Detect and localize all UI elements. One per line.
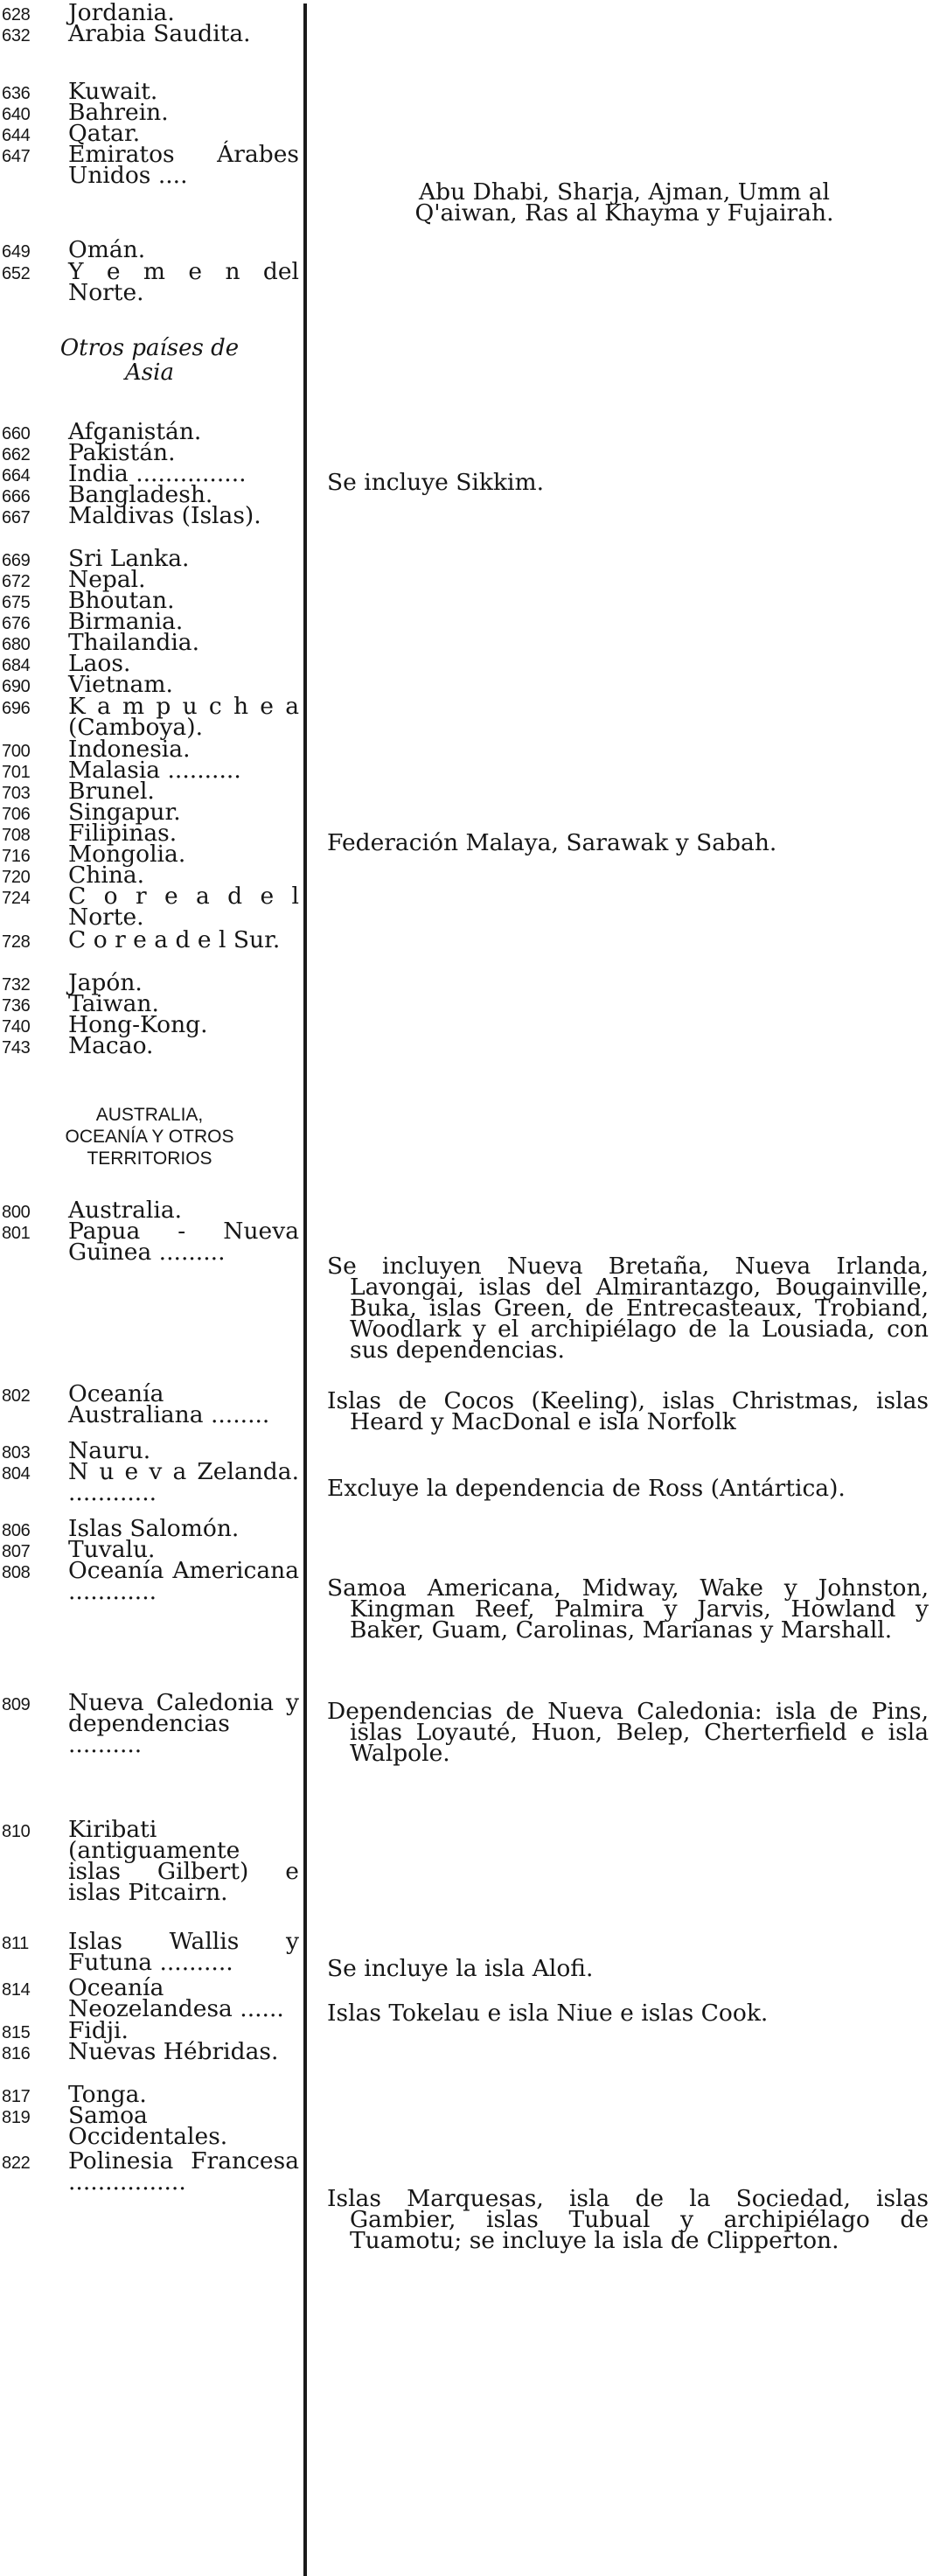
country-name: Oceanía Neozelandesa ......: [68, 1974, 284, 2022]
country-name: Indonesia.: [68, 736, 191, 763]
list-item: [2, 1689, 299, 1758]
country-name: Tonga.: [68, 2081, 147, 2108]
country-code: 701: [2, 763, 31, 782]
country-code: 740: [2, 1017, 31, 1037]
country-name: Emiratos Árabes Unidos ....: [68, 141, 299, 189]
country-name: C o r e a d e l Sur.: [68, 926, 281, 953]
country-code: 806: [2, 1521, 31, 1540]
country-name: Oceanía Australiana ........: [68, 1380, 270, 1428]
country-code: 703: [2, 784, 31, 803]
country-code: 666: [2, 487, 31, 506]
list-item: [2, 20, 299, 47]
list-item: [2, 545, 299, 572]
country-name: Nueva Caledonia y dependencias ..........: [68, 1689, 299, 1758]
country-code: 632: [2, 26, 31, 45]
country-name: Australia.: [68, 1197, 183, 1224]
country-code: 809: [2, 1695, 31, 1714]
section-heading-otros-asia: Otros países de Asia: [59, 335, 240, 386]
country-name: Pakistán.: [68, 439, 176, 466]
country-code: 803: [2, 1443, 31, 1463]
list-item: [2, 841, 299, 868]
note-papua: Se incluyen Nueva Bretaña, Nueva Irlanda, Lavongai, islas del Almirantazgo, Bougainville, Buka, islas Green, de Entrecasteaux, Trobiand, Woodlark y el archipiélago de la Lousiada, con sus dependencias.: [327, 1253, 929, 1364]
country-code: 808: [2, 1563, 31, 1582]
country-name: Bahrein.: [68, 99, 169, 126]
country-name: Tuvalu.: [68, 1536, 156, 1563]
country-name: Papua - Nueva Guinea .........: [68, 1218, 299, 1266]
country-name: China.: [68, 862, 145, 889]
country-code: 660: [2, 424, 31, 443]
column-divider: [303, 3, 307, 2576]
country-name: Laos.: [68, 650, 131, 677]
note-emiratos: Abu Dhabi, Sharja, Ajman, Umm al Q'aiwan, Ras al Khayma y Fujairah.: [414, 178, 834, 227]
list-item: [2, 1816, 299, 1906]
country-code: 804: [2, 1464, 31, 1483]
country-name: Nepal.: [68, 566, 146, 593]
country-code: 676: [2, 614, 31, 633]
country-name: Mongolia.: [68, 841, 186, 868]
country-name: Bangladesh.: [68, 481, 213, 508]
country-name: Fidji.: [68, 2017, 129, 2044]
list-item: [2, 99, 299, 126]
country-code: 819: [2, 2108, 31, 2127]
list-item: [2, 1218, 299, 1266]
country-code: 815: [2, 2023, 31, 2042]
list-item: [2, 1974, 299, 2022]
note-nueva-zelanda: Excluye la dependencia de Ross (Antártica).: [327, 1475, 846, 1502]
list-item: [2, 2081, 299, 2108]
country-name: Vietnam.: [68, 671, 173, 698]
country-name: Qatar.: [68, 120, 141, 147]
country-name: Malasia ..........: [68, 757, 241, 784]
section-heading-australia: AUSTRALIA, OCEANÍA Y OTROS TERRITORIOS: [65, 1105, 234, 1169]
note-nueva-caledonia: Dependencias de Nueva Caledonia: isla de Pins, islas Loyauté, Huon, Belep, Cherterfield e isla Walpole.: [327, 1698, 929, 1767]
country-name: Samoa Occidentales.: [68, 2102, 228, 2150]
country-name: Islas Salomón.: [68, 1515, 240, 1542]
list-item: [2, 1557, 299, 1605]
country-name: Afganistán.: [68, 418, 202, 445]
list-item: [2, 2147, 299, 2196]
country-code: 706: [2, 805, 31, 824]
note-malasia: Federación Malaya, Sarawak y Sabah.: [327, 829, 777, 856]
country-name: N u e v a Zelanda. ............: [68, 1458, 299, 1506]
country-name: Hong-Kong.: [68, 1011, 208, 1038]
note-polinesia: Islas Marquesas, isla de la Sociedad, islas Gambier, islas Tubual y archipiélago de Tuamotu; se incluye la isla de Clipperton.: [327, 2185, 929, 2254]
country-name: Filipinas.: [68, 820, 178, 847]
country-name: Polinesia Francesa ................: [68, 2147, 299, 2196]
list-item: [2, 1032, 299, 1059]
country-name: Brunel.: [68, 778, 155, 805]
country-code: 675: [2, 593, 31, 612]
country-name: Macao.: [68, 1032, 154, 1059]
country-code: 810: [2, 1822, 31, 1841]
list-item: [2, 2102, 299, 2150]
list-item: [2, 693, 299, 741]
country-code: 708: [2, 826, 31, 845]
country-name: Thailandia.: [68, 629, 200, 656]
country-code: 669: [2, 551, 31, 570]
list-item: [2, 926, 299, 953]
country-code: 636: [2, 84, 31, 103]
list-item: [2, 1928, 299, 1976]
country-name: Kuwait.: [68, 78, 158, 105]
country-name: Sri Lanka.: [68, 545, 190, 572]
list-item: [2, 258, 299, 306]
note-wallis: Se incluye la isla Alofi.: [327, 1955, 594, 1982]
country-code: 628: [2, 5, 31, 24]
country-code: 816: [2, 2044, 31, 2063]
country-name: Nuevas Hébridas.: [68, 2038, 279, 2065]
country-code: 680: [2, 635, 31, 654]
country-code: 672: [2, 572, 31, 591]
country-code: 801: [2, 1224, 31, 1243]
country-code: 700: [2, 742, 31, 761]
country-name: Nauru.: [68, 1437, 151, 1464]
country-name: Kiribati (antiguamente islas Gilbert) e islas Pitcairn.: [68, 1816, 299, 1906]
country-code: 664: [2, 466, 31, 485]
list-item: [2, 2038, 299, 2065]
country-code: 802: [2, 1386, 31, 1406]
country-name: C o r e a d e l Norte.: [68, 883, 299, 931]
country-name: Y e m e n del Norte.: [68, 258, 299, 306]
country-code: 640: [2, 105, 31, 124]
country-code: 690: [2, 677, 31, 696]
country-code: 696: [2, 699, 31, 718]
country-code: 724: [2, 889, 31, 908]
list-item: [2, 1380, 299, 1428]
country-name: Maldivas (Islas).: [68, 502, 261, 529]
country-code: 822: [2, 2154, 31, 2173]
list-item: [2, 1458, 299, 1506]
list-item: [2, 502, 299, 529]
note-oceania-americana: Samoa Americana, Midway, Wake y Johnston, Kingman Reef, Palmira y Jarvis, Howland y Baker, Guam, Carolinas, Marianas y Marshall.: [327, 1574, 929, 1644]
country-name: India ...............: [68, 460, 247, 487]
country-name: Singapur.: [68, 799, 181, 826]
country-code: 662: [2, 445, 31, 464]
country-code: 652: [2, 264, 31, 283]
country-code: 684: [2, 656, 31, 675]
note-oceania-australiana: Islas de Cocos (Keeling), islas Christmas, islas Heard y MacDonal e isla Norfolk: [327, 1387, 929, 1435]
country-name: Omán.: [68, 236, 146, 263]
country-code: 667: [2, 508, 31, 527]
country-code: 728: [2, 932, 31, 952]
country-code: 814: [2, 1980, 31, 2000]
country-name: Jordania.: [68, 0, 175, 26]
note-neozelandesa: Islas Tokelau e isla Niue e islas Cook.: [327, 2000, 769, 2027]
country-name: Birmania.: [68, 608, 184, 635]
country-name: Taiwan.: [68, 990, 159, 1017]
country-code: 743: [2, 1038, 31, 1058]
country-code: 649: [2, 242, 31, 262]
note-india: Se incluye Sikkim.: [327, 469, 545, 496]
country-name: Bhoutan.: [68, 587, 175, 614]
country-code: 811: [2, 1934, 29, 1953]
country-name: Oceanía Americana ............: [68, 1557, 299, 1605]
country-code: 800: [2, 1203, 31, 1222]
country-name: K a m p u c h e a (Camboya).: [68, 693, 299, 741]
list-item: [2, 141, 299, 189]
country-code: 716: [2, 847, 31, 866]
country-code: 720: [2, 868, 31, 887]
list-item: [2, 629, 299, 656]
country-code: 647: [2, 147, 31, 166]
country-name: Japón.: [68, 969, 143, 996]
country-code: 644: [2, 126, 31, 145]
country-code: 807: [2, 1542, 31, 1561]
country-code: 736: [2, 996, 31, 1016]
country-name: Arabia Saudita.: [68, 20, 251, 47]
country-code: 817: [2, 2087, 31, 2106]
list-item: [2, 883, 299, 931]
country-code: 732: [2, 975, 31, 995]
country-name: Islas Wallis y Futuna ..........: [68, 1928, 299, 1976]
